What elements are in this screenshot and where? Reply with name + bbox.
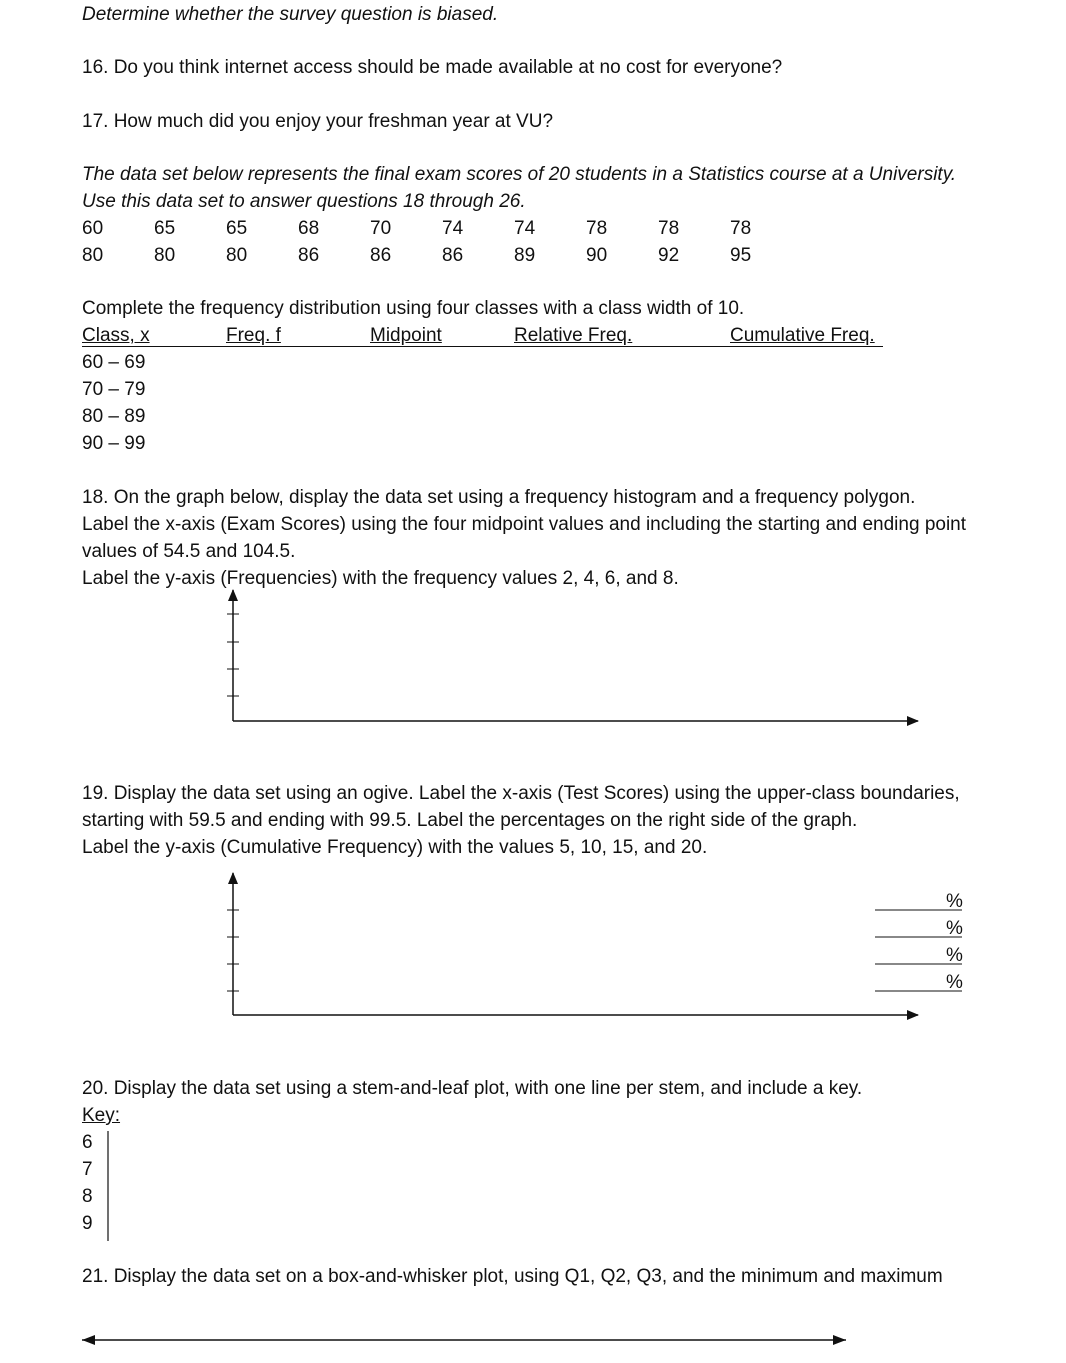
ogive-percent-blanks	[875, 910, 962, 991]
data-row-1-value: 65	[226, 218, 248, 239]
data-row-1-value: 70	[370, 218, 392, 239]
question-18-line-1: 18. On the graph below, display the data set using a frequency histogram and a frequency polygon.	[82, 487, 916, 508]
histogram-axes	[227, 590, 918, 721]
class-row-4: 90 – 99	[82, 433, 146, 454]
data-row-1-value: 78	[586, 218, 608, 239]
header-relative-freq: Relative Freq.	[514, 325, 633, 346]
number-line-right-arrow	[833, 1335, 846, 1345]
data-row-1-value: 65	[154, 218, 176, 239]
data-row-2-value: 80	[82, 245, 104, 266]
data-row-1-value: 74	[514, 218, 536, 239]
question-21-line-1: 21. Display the data set on a box-and-whisker plot, using Q1, Q2, Q3, and the minimum and maximum	[82, 1266, 943, 1287]
header-midpoint: Midpoint	[370, 325, 442, 346]
ogive-axes	[227, 873, 918, 1015]
header-cumulative-freq: Cumulative Freq.	[730, 325, 875, 346]
data-row-2-value: 80	[154, 245, 176, 266]
stem-8: 8	[82, 1186, 93, 1207]
percent-label-4: %	[946, 972, 963, 993]
instruction-text: Determine whether the survey question is biased.	[82, 4, 499, 25]
class-row-1: 60 – 69	[82, 352, 146, 373]
question-18-line-4: Label the y-axis (Frequencies) with the frequency values 2, 4, 6, and 8.	[82, 568, 679, 589]
question-17: 17. How much did you enjoy your freshman year at VU?	[82, 111, 554, 132]
data-row-2-value: 92	[658, 245, 680, 266]
data-row-2-value: 80	[226, 245, 248, 266]
stem-leaf-key-label: Key:	[82, 1105, 121, 1126]
stem-6: 6	[82, 1132, 93, 1153]
question-18-line-3: values of 54.5 and 104.5.	[82, 541, 296, 562]
question-20-line-1: 20. Display the data set using a stem-and-leaf plot, with one line per stem, and include a key.	[82, 1078, 863, 1099]
data-row-1-value: 74	[442, 218, 464, 239]
class-row-2: 70 – 79	[82, 379, 146, 400]
header-freq: Freq. f	[226, 325, 281, 346]
data-row-2-value: 89	[514, 245, 536, 266]
question-18-line-2: Label the x-axis (Exam Scores) using the four midpoint values and including the starting and ending point	[82, 514, 967, 535]
data-row-2-value: 90	[586, 245, 608, 266]
data-row-1-value: 78	[730, 218, 752, 239]
box-plot-number-line	[82, 1335, 846, 1345]
stem-7: 7	[82, 1159, 93, 1180]
data-row-1-value: 68	[298, 218, 320, 239]
percent-label-3: %	[946, 945, 963, 966]
data-row-2-value: 86	[298, 245, 320, 266]
data-row-1-value: 60	[82, 218, 104, 239]
data-row-2-value: 86	[370, 245, 392, 266]
dataset-description-1: The data set below represents the final exam scores of 20 students in a Statistics course at a University.	[82, 164, 957, 185]
question-19-line-1: 19. Display the data set using an ogive. Label the x-axis (Test Scores) using the upper-class boundaries,	[82, 783, 960, 804]
question-16: 16. Do you think internet access should be made available at no cost for everyone?	[82, 57, 783, 78]
number-line-left-arrow	[82, 1335, 95, 1345]
percent-label-1: %	[946, 891, 963, 912]
percent-label-2: %	[946, 918, 963, 939]
data-row-2-value: 95	[730, 245, 752, 266]
freq-table-instruction: Complete the frequency distribution using four classes with a class width of 10.	[82, 298, 745, 319]
data-row-1-value: 78	[658, 218, 680, 239]
question-19-line-3: Label the y-axis (Cumulative Frequency) with the values 5, 10, 15, and 20.	[82, 837, 708, 858]
dataset-description-2: Use this data set to answer questions 18 through 26.	[82, 191, 526, 212]
class-row-3: 80 – 89	[82, 406, 146, 427]
stem-9: 9	[82, 1213, 93, 1234]
question-19-line-2: starting with 59.5 and ending with 99.5. Label the percentages on the right side of the graph.	[82, 810, 858, 831]
header-class: Class, x	[82, 325, 150, 346]
data-row-2-value: 86	[442, 245, 464, 266]
